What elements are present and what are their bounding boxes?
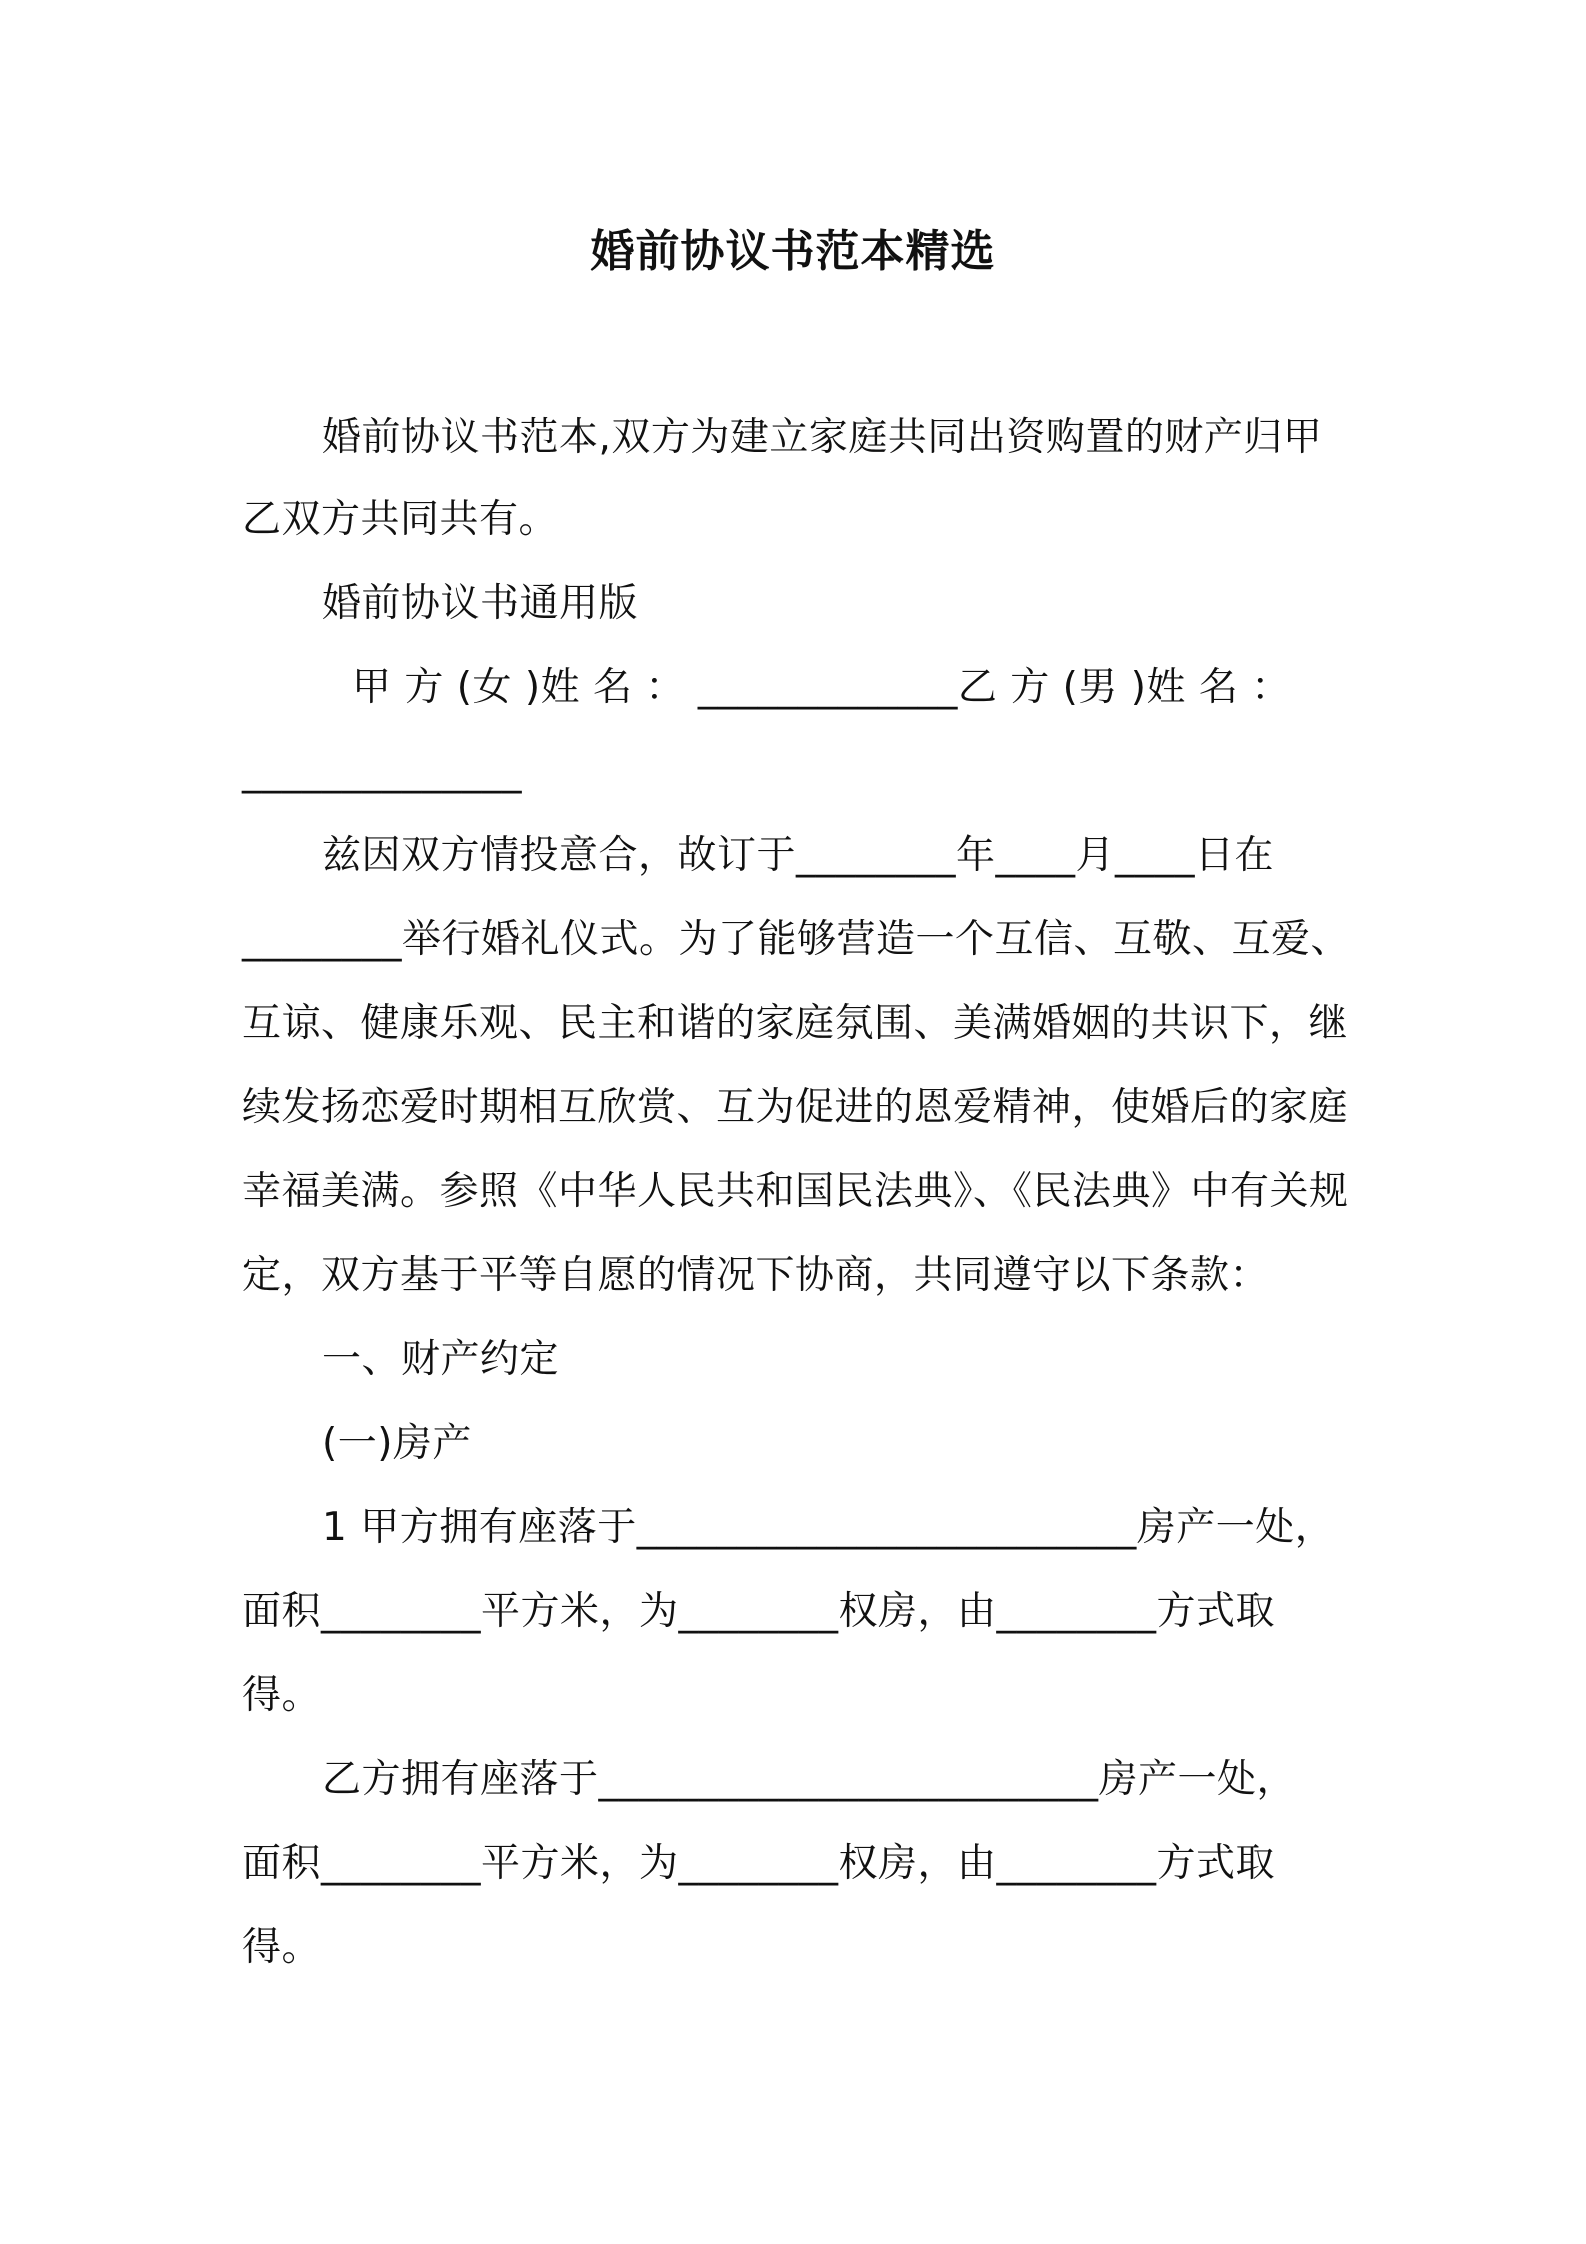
paragraph-line: ________举行婚礼仪式。为了能够营造一个互信、互敬、互爱、 xyxy=(242,917,1351,962)
paragraph-line: 互谅、健康乐观、民主和谐的家庭氛围、美满婚姻的共识下，继 xyxy=(242,1001,1349,1046)
paragraph-line: 乙双方共同共有。 xyxy=(242,497,559,542)
paragraph-line: 婚前协议书范本,双方为建立家庭共同出资购置的财产归甲 xyxy=(322,415,1323,460)
paragraph-line: 面积________平方米，为________权房，由________方式取 xyxy=(242,1589,1276,1634)
paragraph-line: 乙方拥有座落于_________________________房产一处， xyxy=(322,1757,1297,1802)
paragraph-line: 1 甲方拥有座落于_________________________房产一处， xyxy=(322,1505,1335,1550)
document-title: 婚前协议书范本精选 xyxy=(590,226,996,277)
party-names-line: 甲 方 (女 )姓 名 ： _____________乙 方 (男 )姓 名 ： xyxy=(352,665,1291,710)
paragraph-line: 定，双方基于平等自愿的情况下协商，共同遵守以下条款： xyxy=(242,1253,1270,1298)
paragraph-line: 续发扬恋爱时期相互欣赏、互为促进的恩爱精神，使婚后的家庭 xyxy=(242,1085,1349,1130)
paragraph-line: 得。 xyxy=(242,1925,322,1970)
subsection-heading: (一)房产 xyxy=(322,1421,472,1466)
paragraph-line: 兹因双方情投意合，故订于________年____月____日在 xyxy=(322,833,1275,878)
paragraph-line: ______________ xyxy=(242,749,522,794)
paragraph-line: 面积________平方米，为________权房，由________方式取 xyxy=(242,1841,1276,1886)
section-heading: 一、财产约定 xyxy=(322,1337,560,1382)
paragraph-line: 幸福美满。参照《中华人民共和国民法典》、《民法典》中有关规 xyxy=(242,1169,1349,1214)
paragraph-line: 婚前协议书通用版 xyxy=(322,581,639,626)
paragraph-line: 得。 xyxy=(242,1673,322,1718)
